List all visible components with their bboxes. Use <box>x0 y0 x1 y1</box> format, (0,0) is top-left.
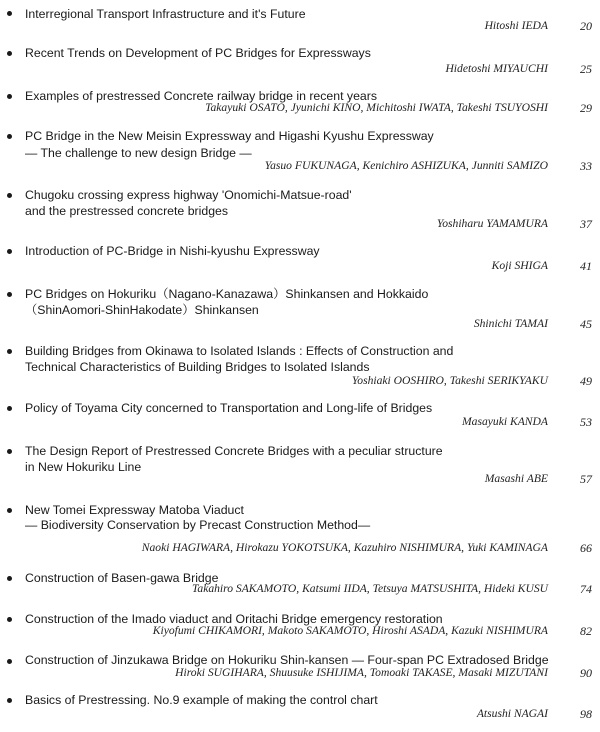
entry-page-number: 53 <box>580 415 592 429</box>
bullet-icon <box>7 659 12 664</box>
entry-subtitle-line: （ShinAomori-ShinHakodate）Shinkansen <box>25 303 259 317</box>
bullet-icon <box>7 698 12 703</box>
bullet-icon <box>7 193 12 198</box>
bullet-icon <box>7 94 12 99</box>
entry-page-number: 25 <box>580 62 592 76</box>
entry-title-line: New Tomei Expressway Matoba Viaduct <box>25 503 244 517</box>
entry-title-line: Interregional Transport Infrastructure and it's Future <box>25 7 306 21</box>
bullet-icon <box>7 249 12 254</box>
entry-authors: Hitoshi IEDA <box>484 19 548 32</box>
entry-title-line: PC Bridges on Hokuriku（Nagano-Kanazawa）Shinkansen and Hokkaido <box>25 287 429 301</box>
entry-title-line: Policy of Toyama City concerned to Transportation and Long-life of Bridges <box>25 401 433 415</box>
entry-subtitle-line: Technical Characteristics of Building Bridges to Isolated Islands <box>25 360 370 374</box>
entry-title-line: Construction of the Imado viaduct and Oritachi Bridge emergency restoration <box>25 612 443 626</box>
entry-subtitle-line: in New Hokuriku Line <box>25 460 142 474</box>
entry-title-line: Basics of Prestressing. No.9 example of making the control chart <box>25 693 378 707</box>
entry-page-number: 33 <box>580 159 592 173</box>
entry-authors: Yasuo FUKUNAGA, Kenichiro ASHIZUKA, Junniti SAMIZO <box>264 159 548 172</box>
bullet-icon <box>7 576 12 581</box>
entry-authors: Atsushi NAGAI <box>476 707 548 720</box>
entry-authors: Yoshiharu YAMAMURA <box>436 217 548 230</box>
entry-authors: Masayuki KANDA <box>462 415 548 428</box>
entry-subtitle-line: — Biodiversity Conservation by Precast Construction Method— <box>25 518 371 532</box>
entry-title-line: Recent Trends on Development of PC Bridges for Expressways <box>25 46 371 60</box>
entry-subtitle-line: — The challenge to new design Bridge — <box>25 146 252 160</box>
entry-page-number: 57 <box>580 472 592 486</box>
bullet-icon <box>7 292 12 297</box>
bullet-icon <box>7 449 12 454</box>
bullet-icon <box>7 617 12 622</box>
entry-page-number: 98 <box>580 707 592 721</box>
bullet-icon <box>7 11 12 16</box>
entry-authors: Takayuki OSATO, Jyunichi KINO, Michitoshi IWATA, Takeshi TSUYOSHI <box>205 101 548 114</box>
entry-authors: Shinichi TAMAI <box>473 317 548 330</box>
entry-page-number: 49 <box>580 374 592 388</box>
bullet-icon <box>7 134 12 139</box>
entry-title-line: Examples of prestressed Concrete railway bridge in recent years <box>25 89 377 103</box>
entry-subtitle-line: and the prestressed concrete bridges <box>25 204 229 218</box>
entry-page-number: 82 <box>580 624 592 638</box>
entry-title-line: Chugoku crossing express highway 'Onomichi-Matsue-road' <box>25 188 352 202</box>
entry-authors: Koji SHIGA <box>491 259 548 272</box>
entry-page-number: 74 <box>580 582 592 596</box>
bullet-icon <box>7 508 12 513</box>
entry-page-number: 66 <box>580 541 592 555</box>
entry-authors: Hiroki SUGIHARA, Shuusuke ISHIJIMA, Tomoaki TAKASE, Masaki MIZUTANI <box>175 666 548 679</box>
entry-title-line: Construction of Basen-gawa Bridge <box>25 571 219 585</box>
bullet-icon <box>7 406 12 411</box>
entry-title-line: Introduction of PC-Bridge in Nishi-kyushu Expressway <box>25 244 320 258</box>
bullet-icon <box>7 51 12 56</box>
entry-title-line: The Design Report of Prestressed Concrete Bridges with a peculiar structure <box>25 444 443 458</box>
entry-page-number: 20 <box>580 19 592 33</box>
entry-authors: Hidetoshi MIYAUCHI <box>445 62 548 75</box>
entry-title-line: PC Bridge in the New Meisin Expressway and Higashi Kyushu Expressway <box>25 129 434 143</box>
entry-authors: Naoki HAGIWARA, Hirokazu YOKOTSUKA, Kazuhiro NISHIMURA, Yuki KAMINAGA <box>141 541 548 554</box>
entry-page-number: 37 <box>580 217 592 231</box>
bullet-icon <box>7 349 12 354</box>
entry-page-number: 90 <box>580 666 592 680</box>
entry-title-line: Construction of Jinzukawa Bridge on Hokuriku Shin-kansen — Four-span PC Extradosed Bridge <box>25 653 549 667</box>
entry-authors: Yoshiaki OOSHIRO, Takeshi SERIKYAKU <box>351 374 548 387</box>
entry-page-number: 45 <box>580 317 592 331</box>
entry-authors: Masashi ABE <box>484 472 548 485</box>
entry-authors: Takahiro SAKAMOTO, Katsumi IIDA, Tetsuya MATSUSHITA, Hideki KUSU <box>192 582 548 595</box>
entry-title-line: Building Bridges from Okinawa to Isolated Islands : Effects of Construction and <box>25 344 454 358</box>
entry-page-number: 41 <box>580 259 592 273</box>
entry-page-number: 29 <box>580 101 592 115</box>
entry-authors: Kiyofumi CHIKAMORI, Makoto SAKAMOTO, Hiroshi ASADA, Kazuki NISHIMURA <box>152 624 548 637</box>
